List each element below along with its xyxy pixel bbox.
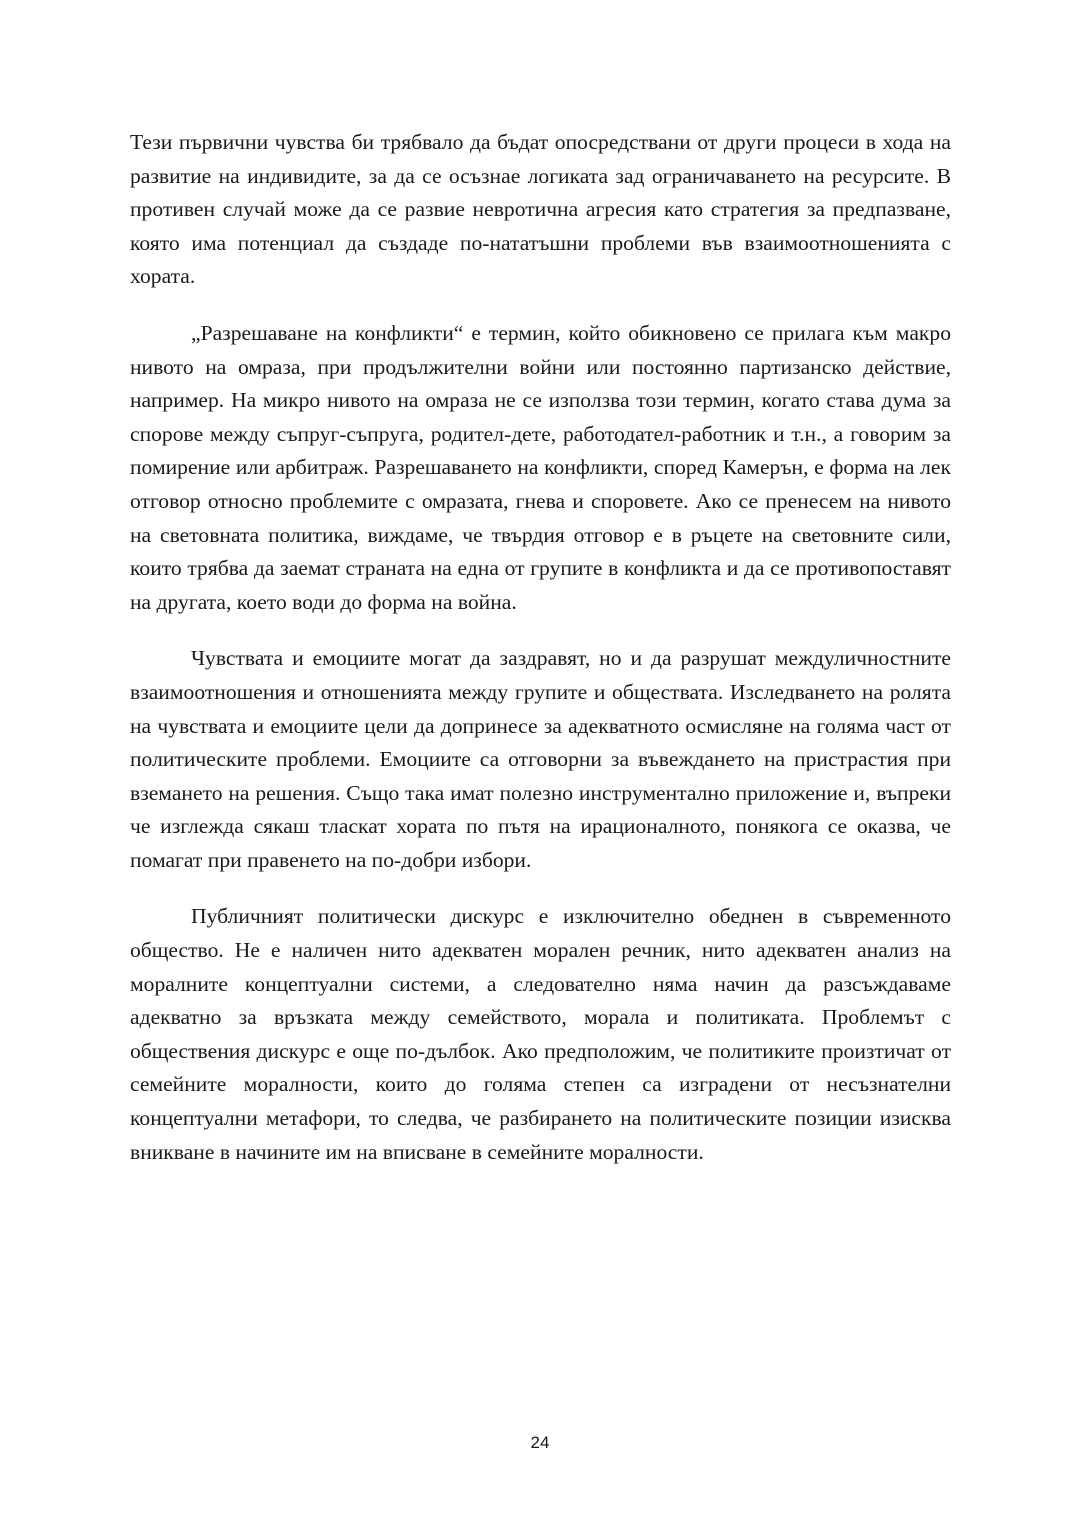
- paragraph-2: „Разрешаване на конфликти“ е термин, който обикновено се прилага към макро нивото на омраза, при продължителни войни или постоянно партизанско действие, например. На микро нивото на омраза не се използва този термин, когато става дума за спорове между съпруг-съпруга, родител-дете, работодател-работник и т.н., а говорим за помирение или арбитраж. Разрешаването на конфликти, според Камерън, е форма на лек отговор относно проблемите с омразата, гнева и споровете. Ако се пренесем на нивото на световната политика, виждаме, че твърдия отговор е в ръцете на световните сили, които трябва да заемат страната на една от групите в конфликта и да се противопоставят на другата, което води до форма на война.: [130, 320, 951, 614]
- page-number: 24: [530, 1433, 550, 1452]
- page-body: [130, 126, 951, 1192]
- paragraph-3: Чувствата и емоциите могат да заздравят, но и да разрушат междуличностните взаимоотношения и отношенията между групите и обществата. Изследването на ролята на чувствата и емоциите цели да допринесе за адекватното осмисляне на голяма част от политическите проблеми. Емоциите са отговорни за въвеждането на пристрастия при вземането на решения. Също така имат полезно инструментално приложение и, въпреки че изглежда сякаш тласкат хората по пътя на ирационалното, понякога се оказва, че помагат при правенето на по-добри избори.: [130, 646, 951, 872]
- paragraph-1: Тези първични чувства би трябвало да бъдат опосредствани от други процеси в хода на развитие на индивидите, за да се осъзнае логиката зад ограничаването на ресурсите. В противен случай може да се развие невротична агресия като стратегия за предпазване, която има потенциал да създаде по-нататъшни проблеми във взаимоотношенията с хората.: [130, 130, 951, 289]
- paragraph-4: Публичният политически дискурс е изключително обеднен в съвременното общество. Не е наличен нито адекватен морален речник, нито адекватен анализ на моралните концептуални системи, а следователно няма начин да разсъждаваме адекватно за връзката между семейството, морала и политиката. Проблемът с обществения дискурс е още по-дълбок. Ако предположим, че политиките произтичат от семейните моралности, които до голяма степен са изградени от несъзнателни концептуални метафори, то следва, че разбирането на политическите позиции изисква вникване в начините им на вписване в семейните моралности.: [130, 904, 951, 1164]
